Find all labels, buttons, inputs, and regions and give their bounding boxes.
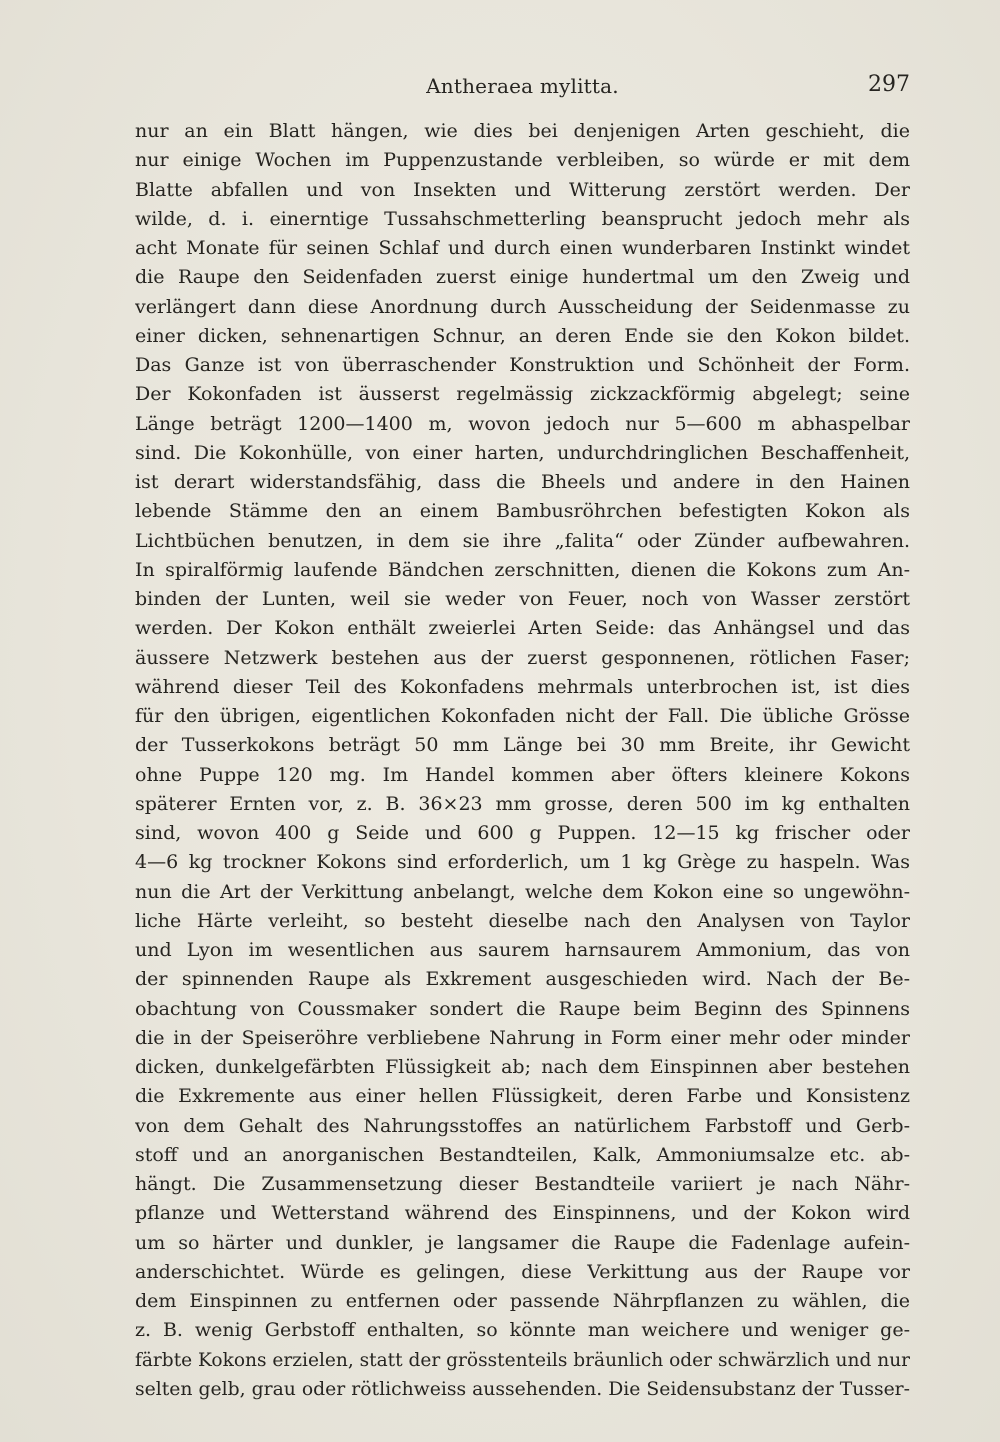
text-line: ohne Puppe 120 mg. Im Handel kommen aber öfters kleinere Kokons: [135, 763, 910, 786]
text-line: pflanze und Wetterstand während des Einspinnens, und der Kokon wird: [135, 1202, 910, 1225]
text-line: stoff und an anorganischen Bestandteilen, Kalk, Ammoniumsalze etc. ab-: [135, 1143, 910, 1166]
text-line: ist derart widerstandsfähig, dass die Bheels und andere in den Hainen: [135, 471, 910, 493]
text-line: anderschichtet. Würde es gelingen, diese Verkittung aus der Raupe vor: [135, 1260, 910, 1283]
text-line: sind, wovon 400 g Seide und 600 g Puppen. 12—15 kg frischer oder: [135, 822, 910, 844]
text-line: der Tusserkokons beträgt 50 mm Länge bei 30 mm Breite, ihr Gewicht: [135, 734, 910, 757]
text-line: binden der Lunten, weil sie weder von Feuer, noch von Wasser zerstört: [135, 588, 910, 610]
text-line: nun die Art der Verkittung anbelangt, welche dem Kokon eine so ungewöhn-: [135, 880, 910, 903]
body-text: [135, 117, 910, 1404]
text-line: während dieser Teil des Kokonfadens mehrmals unterbrochen ist, ist dies: [135, 675, 910, 698]
text-line: für den übrigen, eigentlichen Kokonfaden nicht der Fall. Die übliche Grösse: [135, 705, 910, 727]
text-line: lebende Stämme den an einem Bambusröhrchen befestigten Kokon als: [135, 500, 910, 523]
page-number: 297: [868, 72, 910, 97]
text-line: färbte Kokons erzielen, statt der grösstenteils bräunlich oder schwärzlich und nur: [135, 1349, 910, 1371]
text-line: die Raupe den Seidenfaden zuerst einige hundertmal um den Zweig und: [135, 266, 910, 289]
text-line: liche Härte verleiht, so besteht dieselbe nach den Analysen von Taylor: [135, 909, 910, 932]
text-line: dem Einspinnen zu entfernen oder passende Nährpflanzen zu wählen, die: [135, 1290, 910, 1312]
text-line: um so härter und dunkler, je langsamer die Raupe die Fadenlage aufein-: [135, 1231, 910, 1254]
running-title: Antheraea mylitta.: [426, 74, 619, 98]
text-line: acht Monate für seinen Schlaf und durch einen wunderbaren Instinkt windet: [135, 237, 910, 259]
text-line: Blatte abfallen und von Insekten und Witterung zerstört werden. Der: [135, 178, 910, 201]
text-line: 4—6 kg trockner Kokons sind erforderlich, um 1 kg Grège zu haspeln. Was: [135, 851, 910, 874]
text-line: wilde, d. i. einerntige Tussahschmetterling beansprucht jedoch mehr als: [135, 207, 910, 230]
text-line: dicken, dunkelgefärbten Flüssigkeit ab; nach dem Einspinnen aber bestehen: [135, 1056, 910, 1078]
text-line: die Exkremente aus einer hellen Flüssigkeit, deren Farbe und Konsistenz: [135, 1085, 910, 1108]
text-line: die in der Speiseröhre verbliebene Nahrung in Form einer mehr oder minder: [135, 1026, 910, 1049]
text-line: späterer Ernten vor, z. B. 36×23 mm grosse, deren 500 im kg enthalten: [135, 792, 910, 815]
text-line: verlängert dann diese Anordnung durch Ausscheidung der Seidenmasse zu: [135, 295, 910, 318]
text-line: sind. Die Kokonhülle, von einer harten, undurchdringlichen Beschaffenheit,: [135, 441, 910, 464]
text-line: Lichtbüchen benutzen, in dem sie ihre „falita“ oder Zünder aufbewahren.: [135, 529, 910, 552]
text-line: Das Ganze ist von überraschender Konstruktion und Schönheit der Form.: [135, 354, 910, 376]
text-line: werden. Der Kokon enthält zweierlei Arten Seide: das Anhängsel und das: [135, 617, 910, 640]
text-line: selten gelb, grau oder rötlichweiss aussehenden. Die Seidensubstanz der Tusser-: [135, 1378, 910, 1400]
text-line: der spinnenden Raupe als Exkrement ausgeschieden wird. Nach der Be-: [135, 968, 910, 991]
text-line: z. B. wenig Gerbstoff enthalten, so könnte man weichere und weniger ge-: [135, 1319, 910, 1342]
text-line: äussere Netzwerk bestehen aus der zuerst gesponnenen, rötlichen Faser;: [135, 646, 910, 669]
text-line: In spiralförmig laufende Bändchen zerschnitten, dienen die Kokons zum An-: [135, 558, 910, 581]
text-line: obachtung von Coussmaker sondert die Raupe beim Beginn des Spinnens: [135, 997, 910, 1020]
text-line: Der Kokonfaden ist äusserst regelmässig zickzackförmig abgelegt; seine: [135, 383, 910, 406]
text-line: und Lyon im wesentlichen aus saurem harnsaurem Ammonium, das von: [135, 939, 910, 961]
text-line: hängt. Die Zusammensetzung dieser Bestandteile variiert je nach Nähr-: [135, 1173, 910, 1195]
text-line: Länge beträgt 1200—1400 m, wovon jedoch nur 5—600 m abhaspelbar: [135, 412, 910, 435]
page-header: [135, 68, 910, 104]
text-line: einer dicken, sehnenartigen Schnur, an deren Ende sie den Kokon bildet.: [135, 324, 910, 347]
text-line: nur einige Wochen im Puppenzustande verbleiben, so würde er mit dem: [135, 149, 910, 172]
text-line: von dem Gehalt des Nahrungsstoffes an natürlichem Farbstoff und Gerb-: [135, 1114, 910, 1137]
text-line: nur an ein Blatt hängen, wie dies bei denjenigen Arten geschieht, die: [135, 120, 910, 142]
